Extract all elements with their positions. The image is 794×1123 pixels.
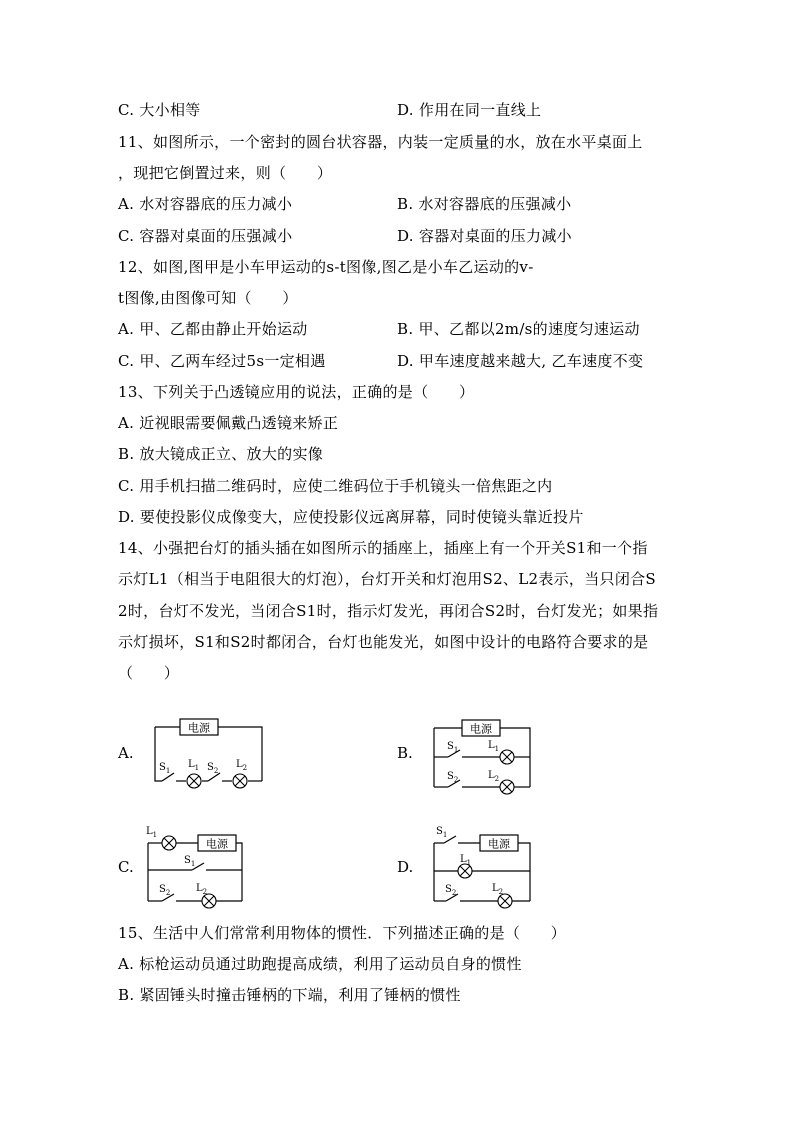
switch-s1-label: $S_1$: [447, 741, 459, 754]
q14-stem-line5: （ ）: [118, 664, 180, 682]
lamp-l1-label: $L_1$: [146, 826, 158, 839]
q11-option-c: C. 容器对桌面的压强减小: [118, 227, 293, 245]
q12-option-a: A. 甲、乙都由静止开始运动: [118, 320, 308, 338]
q11-option-a: A. 水对容器底的压力减小: [118, 195, 293, 213]
lamp-l1-label: $L_1$: [460, 854, 472, 867]
q10-option-d: D. 作用在同一直线上: [397, 101, 542, 119]
q11-option-d: D. 容器对桌面的压力减小: [397, 227, 572, 245]
q13-option-a: A. 近视眼需要佩戴凸透镜来矫正: [118, 414, 339, 432]
switch-s2-label: $S_2$: [207, 762, 219, 775]
power-label: 电源: [206, 837, 228, 851]
switch-s2-label: $S_2$: [447, 771, 459, 784]
circuit-diagram-b: [430, 715, 535, 797]
lamp-l2-icon: [202, 894, 216, 908]
lamp-l2-label: $L_2$: [488, 770, 500, 783]
q12-stem-line2: t图像,由图像可知（ ）: [118, 289, 298, 307]
q13-stem: 13、下列关于凸透镜应用的说法，正确的是（ ）: [118, 383, 475, 401]
circuit-b-label: B.: [397, 744, 413, 762]
switch-s1-label: $S_1$: [184, 855, 196, 868]
q12-stem-line1: 12、如图,图甲是小车甲运动的s-t图像,图乙是小车乙运动的v-: [118, 258, 534, 276]
circuit-diagram-d: [430, 823, 535, 905]
lamp-l2-icon: [500, 780, 514, 794]
circuit-diagram-a: [150, 715, 270, 795]
power-label: 电源: [470, 722, 492, 736]
switch-s1-label: $S_1$: [436, 826, 448, 839]
switch-s2-label: $S_2$: [159, 884, 171, 897]
circuit-c-label: C.: [118, 858, 134, 876]
switch-s1-label: $S_1$: [159, 762, 171, 775]
q12-option-b: B. 甲、乙都以2m/s的速度匀速运动: [397, 320, 640, 338]
lamp-l1-icon: [187, 774, 201, 788]
q12-option-c: C. 甲、乙两车经过5s一定相遇: [118, 352, 326, 370]
lamp-l1-icon: [500, 750, 514, 764]
q15-stem: 15、生活中人们常常利用物体的惯性．下列描述正确的是（ ）: [118, 924, 567, 942]
switch-s2-label: $S_2$: [445, 884, 457, 897]
lamp-l2-label: $L_2$: [236, 759, 248, 772]
q15-option-a: A. 标枪运动员通过助跑提高成绩，利用了运动员自身的惯性: [118, 955, 522, 973]
lamp-l2-icon: [498, 894, 512, 908]
q14-stem-line1: 14、小强把台灯的插头插在如图所示的插座上，插座上有一个开关S1和一个指: [118, 539, 648, 557]
q10-option-c: C. 大小相等: [118, 101, 201, 119]
q14-stem-line3: 2时，台灯不发光，当闭合S1时，指示灯发光，再闭合S2时，台灯发光；如果指: [118, 602, 659, 620]
q13-option-c: C. 用手机扫描二维码时，应使二维码位于手机镜头一倍焦距之内: [118, 477, 553, 495]
q14-stem-line2: 示灯L1（相当于电阻很大的灯泡），台灯开关和灯泡用S2、L2表示，当只闭合S: [118, 570, 657, 588]
q15-option-b: B. 紧固锤头时撞击锤柄的下端，利用了锤柄的惯性: [118, 986, 461, 1004]
q13-option-d: D. 要使投影仪成像变大，应使投影仪远离屏幕，同时使镜头靠近投片: [118, 508, 584, 526]
power-label: 电源: [188, 721, 210, 735]
q11-stem-line1: 11、如图所示，一个密封的圆台状容器，内装一定质量的水，放在水平桌面上: [118, 133, 643, 151]
lamp-l1-label: $L_1$: [488, 740, 500, 753]
q11-option-b: B. 水对容器底的压强减小: [397, 195, 572, 213]
q13-option-b: B. 放大镜成正立、放大的实像: [118, 445, 324, 463]
q11-stem-line2: ，现把它倒置过来，则（ ）: [118, 164, 333, 182]
lamp-l2-label: $L_2$: [196, 883, 208, 896]
circuit-d-label: D.: [397, 858, 414, 876]
lamp-l2-icon: [233, 774, 247, 788]
lamp-l1-label: $L_1$: [188, 759, 200, 772]
q14-stem-line4: 示灯损坏，S1和S2时都闭合，台灯也能发光，如图中设计的电路符合要求的是: [118, 633, 649, 651]
q12-option-d: D. 甲车速度越来越大, 乙车速度不变: [397, 352, 644, 370]
lamp-l2-label: $L_2$: [492, 883, 504, 896]
circuit-diagram-c: [142, 823, 252, 905]
power-label: 电源: [488, 837, 510, 851]
circuit-a-label: A.: [118, 744, 134, 762]
lamp-l1-icon: [162, 836, 176, 850]
